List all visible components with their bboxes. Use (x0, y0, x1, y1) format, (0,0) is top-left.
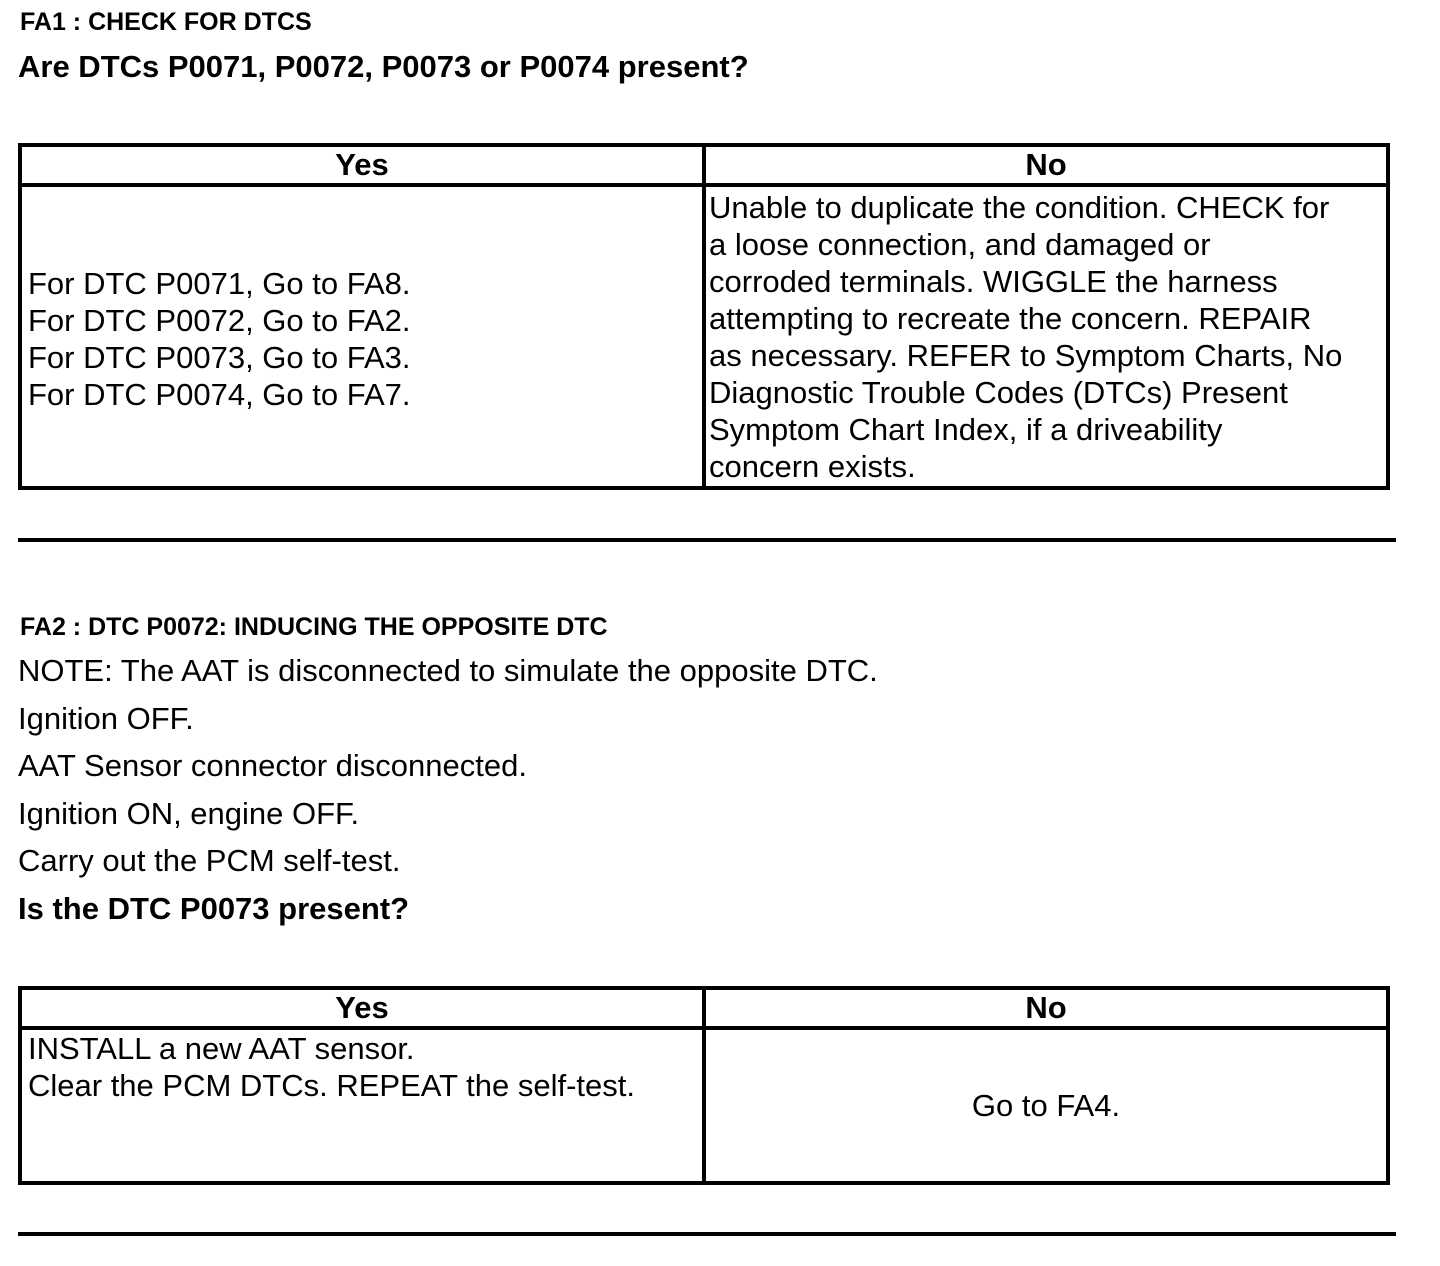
fa1-yes-cell (20, 185, 704, 488)
fa2-step-note: NOTE: The AAT is disconnected to simulate the opposite DTC. (18, 653, 878, 688)
fa1-yes-line: For DTC P0071, Go to FA8. (28, 265, 411, 301)
fa1-no-header: No (704, 145, 1388, 185)
fa2-question: Is the DTC P0073 present? (18, 891, 410, 926)
fa2-step: Ignition OFF. (18, 701, 194, 736)
fa2-step: AAT Sensor connector disconnected. (18, 748, 527, 783)
fa2-table-body-row (20, 1028, 1388, 1183)
fa2-step: Carry out the PCM self-test. (18, 843, 401, 878)
fa1-title: FA1 : CHECK FOR DTCS (20, 8, 312, 36)
fa1-yes-line: For DTC P0072, Go to FA2. (28, 302, 411, 338)
fa2-table-header-row (20, 988, 1388, 1028)
fa1-no-cell (704, 185, 1388, 488)
fa2-yes-line: INSTALL a new AAT sensor. (28, 1031, 415, 1066)
fa1-no-line: a loose connection, and damaged or (709, 226, 1211, 262)
fa2-no-cell (704, 1028, 1388, 1183)
fa2-step: Ignition ON, engine OFF. (18, 796, 360, 831)
fa1-question: Are DTCs P0071, P0072, P0073 or P0074 present? (18, 49, 749, 84)
fa1-no-line: attempting to recreate the concern. REPAIR (709, 300, 1312, 336)
fa1-result-table (18, 143, 1390, 490)
section-divider (18, 538, 1396, 542)
fa2-yes-header: Yes (20, 988, 704, 1028)
fa1-no-line: Diagnostic Trouble Codes (DTCs) Present (709, 374, 1288, 410)
fa1-no-line: Symptom Chart Index, if a driveability (709, 411, 1223, 447)
fa1-no-line: concern exists. (709, 448, 916, 484)
fa1-table-header-row (20, 145, 1388, 185)
fa1-yes-line: For DTC P0073, Go to FA3. (28, 339, 411, 375)
fa1-no-line: corroded terminals. WIGGLE the harness (709, 263, 1278, 299)
section-divider (18, 1232, 1396, 1236)
fa1-no-line: Unable to duplicate the condition. CHECK for (709, 189, 1330, 225)
fa2-yes-line: Clear the PCM DTCs. REPEAT the self-test. (28, 1068, 635, 1103)
fa2-title: FA2 : DTC P0072: INDUCING THE OPPOSITE DTC (20, 613, 608, 641)
fa2-result-table (18, 986, 1390, 1185)
fa2-no-header: No (704, 988, 1388, 1028)
fa1-table-body-row (20, 185, 1388, 488)
fa2-yes-cell (20, 1028, 704, 1183)
fa1-yes-line: For DTC P0074, Go to FA7. (28, 376, 411, 412)
fa1-yes-header: Yes (20, 145, 704, 185)
fa1-no-line: as necessary. REFER to Symptom Charts, No (709, 337, 1343, 373)
fa2-no-text: Go to FA4. (971, 1087, 1121, 1123)
